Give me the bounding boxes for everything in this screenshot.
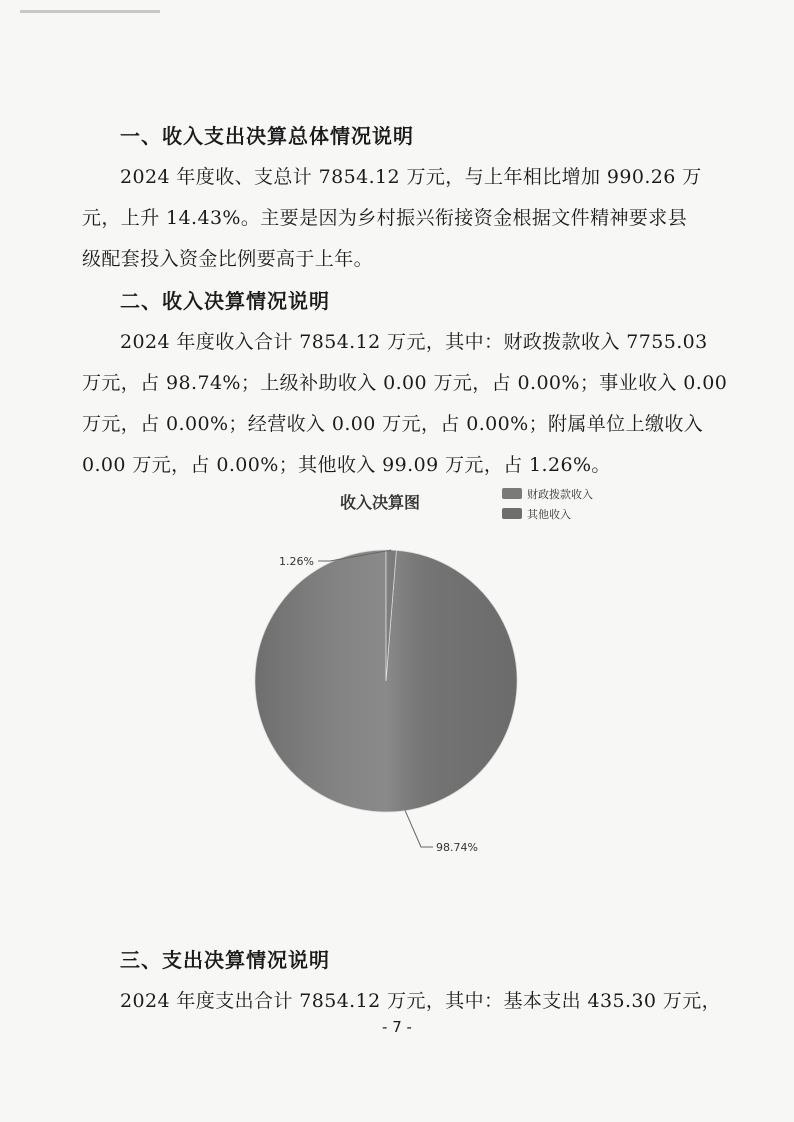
section-2-line-1: 2024 年度收入合计 7854.12 万元，其中：财政拨款收入 7755.03 [120, 331, 708, 353]
legend-swatch-1 [502, 508, 522, 519]
section-3-line-1: 2024 年度支出合计 7854.12 万元，其中：基本支出 435.30 万元， [120, 990, 722, 1012]
income-pie-chart [240, 478, 593, 868]
section-3-heading: 三、支出决算情况说明 [120, 948, 330, 972]
section-2-line-3: 万元，占 0.00%；经营收入 0.00 万元，占 0.00%；附属单位上缴收入 [82, 413, 704, 435]
section-2-heading: 二、收入决算情况说明 [120, 289, 330, 313]
chart-title: 收入决算图 [339, 493, 421, 512]
pie-leader-line-0 [405, 811, 433, 847]
section-1-line-2: 元，上升 14.43%。主要是因为乡村振兴衔接资金根据文件精神要求县 [82, 207, 688, 229]
legend-label-1: 其他收入 [527, 508, 571, 521]
section-2-line-2: 万元，占 98.74%；上级补助收入 0.00 万元，占 0.00%；事业收入 0.00 [82, 372, 728, 394]
pie-shading [255, 550, 517, 812]
pie-slices [255, 550, 517, 812]
section-1-heading: 一、收入支出决算总体情况说明 [120, 124, 414, 148]
pie-label-0: 98.74% [436, 841, 478, 854]
legend-swatch-0 [502, 488, 522, 499]
section-2-line-4: 0.00 万元，占 0.00%；其他收入 99.09 万元，占 1.26%。 [82, 454, 611, 476]
section-1-line-3: 级配套投入资金比例要高于上年。 [82, 248, 374, 270]
section-1-line-1: 2024 年度收、支总计 7854.12 万元，与上年相比增加 990.26 万 [120, 166, 702, 188]
pie-label-1: 1.26% [279, 555, 314, 568]
page-number: - 7 - [382, 1018, 412, 1036]
scan-artifact [20, 10, 160, 13]
chart-legend [502, 487, 593, 521]
legend-label-0: 财政拨款收入 [527, 488, 593, 501]
